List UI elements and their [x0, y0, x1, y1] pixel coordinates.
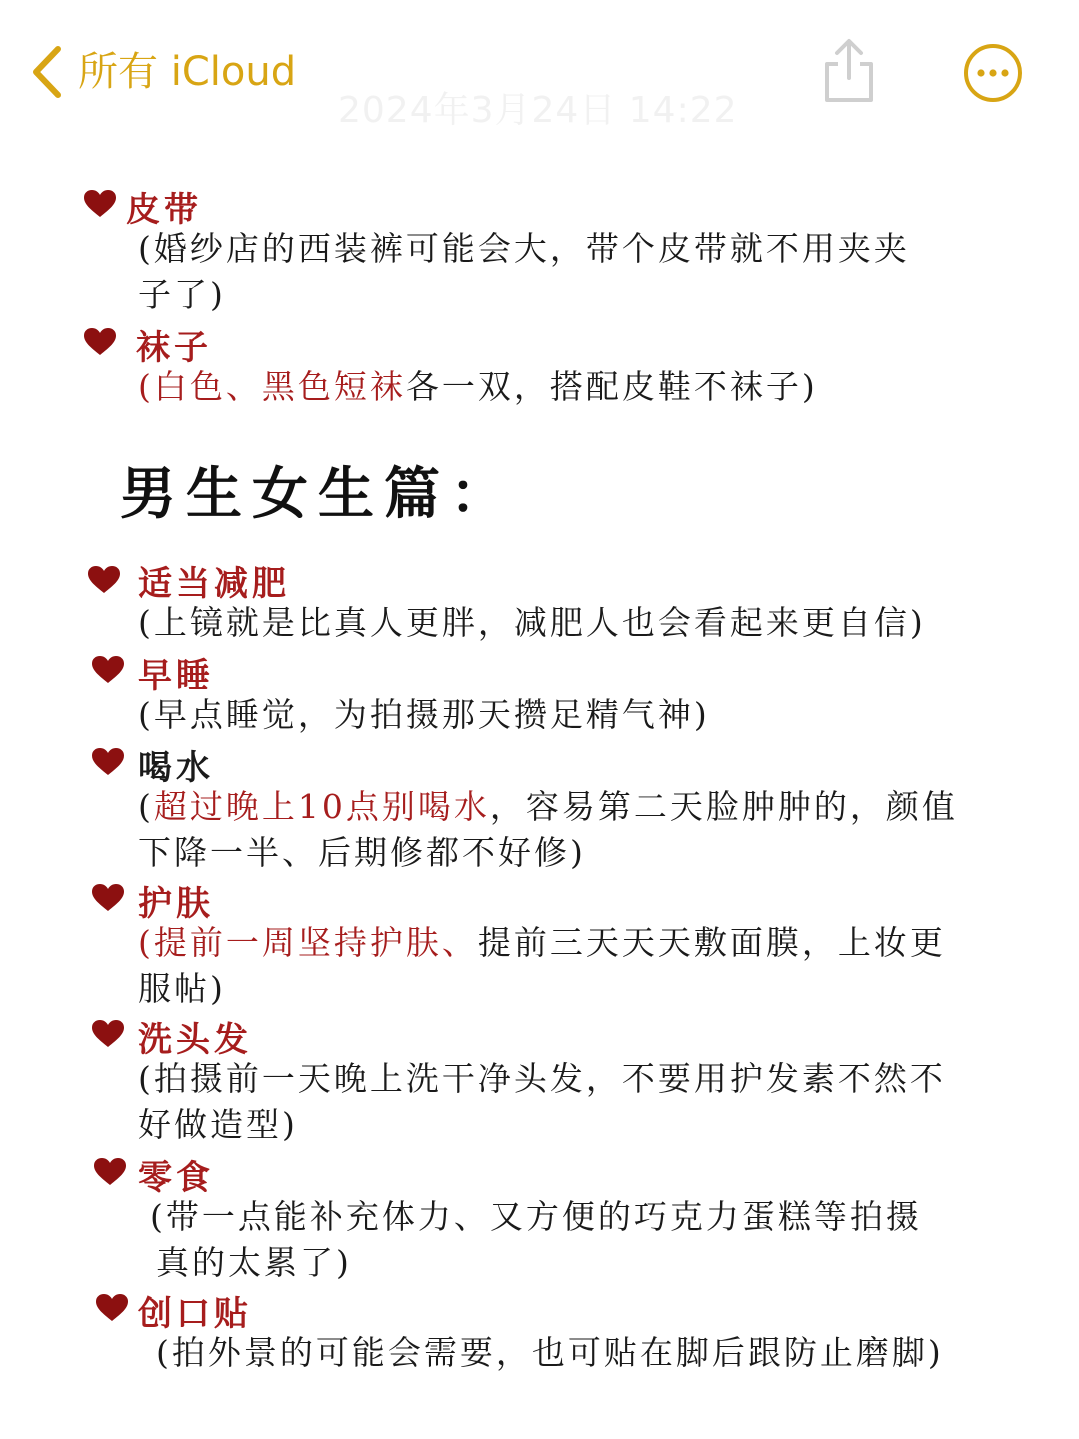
- item-title: 适当减肥: [138, 564, 290, 604]
- item-description-line: [138, 784, 958, 830]
- heart-icon: [94, 1158, 126, 1188]
- item-description: (拍外景的可能会需要，也可贴在脚后跟防止磨脚): [156, 1333, 944, 1372]
- item-description-line: 子了): [138, 275, 226, 314]
- item-title: 喝水: [138, 748, 214, 788]
- item-description-line: 服帖): [138, 969, 226, 1008]
- item-title: 袜子: [136, 328, 212, 368]
- heart-icon: [96, 1294, 128, 1324]
- description-text: 各一双，搭配皮鞋不袜子): [405, 367, 818, 406]
- item-description-line: (婚纱店的西装裤可能会大，带个皮带就不用夹夹: [138, 229, 910, 268]
- item-description: (早点睡觉，为拍摄那天攒足精气神): [138, 695, 710, 734]
- description-text: 提前三天天天敷面膜，上妆更: [477, 923, 946, 962]
- item-description-line: 好做造型): [138, 1105, 298, 1144]
- heart-icon: [88, 566, 120, 596]
- item-description-line: 下降一半、后期修都不好修): [138, 833, 586, 872]
- note-date: 2024年3月24日 14:22: [338, 90, 738, 131]
- heart-icon: [92, 884, 124, 914]
- item-description-line: [138, 920, 946, 966]
- heart-icon: [92, 1020, 124, 1050]
- item-title: 洗头发: [138, 1020, 252, 1060]
- item-description: [138, 364, 818, 410]
- item-description: (上镜就是比真人更胖，减肥人也会看起来更自信): [138, 603, 926, 642]
- item-title: 护肤: [138, 884, 214, 924]
- highlighted-text: (白色、黑色短袜: [138, 367, 406, 406]
- heart-icon: [84, 190, 116, 220]
- description-text: ，容易第二天脸肿肿的，颜值: [489, 787, 958, 826]
- back-label: 所有 iCloud: [78, 49, 297, 95]
- item-description-line: (带一点能补充体力、又方便的巧克力蛋糕等拍摄: [150, 1197, 922, 1236]
- highlighted-text: 超过晚上10点别喝水: [153, 787, 490, 826]
- item-description-line: (拍摄前一天晚上洗干净头发，不要用护发素不然不: [138, 1059, 946, 1098]
- item-description-line: 真的太累了): [156, 1243, 352, 1282]
- item-title: 早睡: [138, 656, 214, 696]
- item-title: 创口贴: [138, 1294, 252, 1334]
- description-text: (: [138, 787, 154, 826]
- item-title: 零食: [138, 1158, 214, 1198]
- section-heading: 男生女生篇：: [120, 461, 516, 527]
- heart-icon: [84, 328, 116, 358]
- heart-icon: [92, 656, 124, 686]
- highlighted-text: (提前一周坚持护肤、: [138, 923, 478, 962]
- heart-icon: [92, 748, 124, 778]
- item-title: 皮带: [126, 190, 202, 230]
